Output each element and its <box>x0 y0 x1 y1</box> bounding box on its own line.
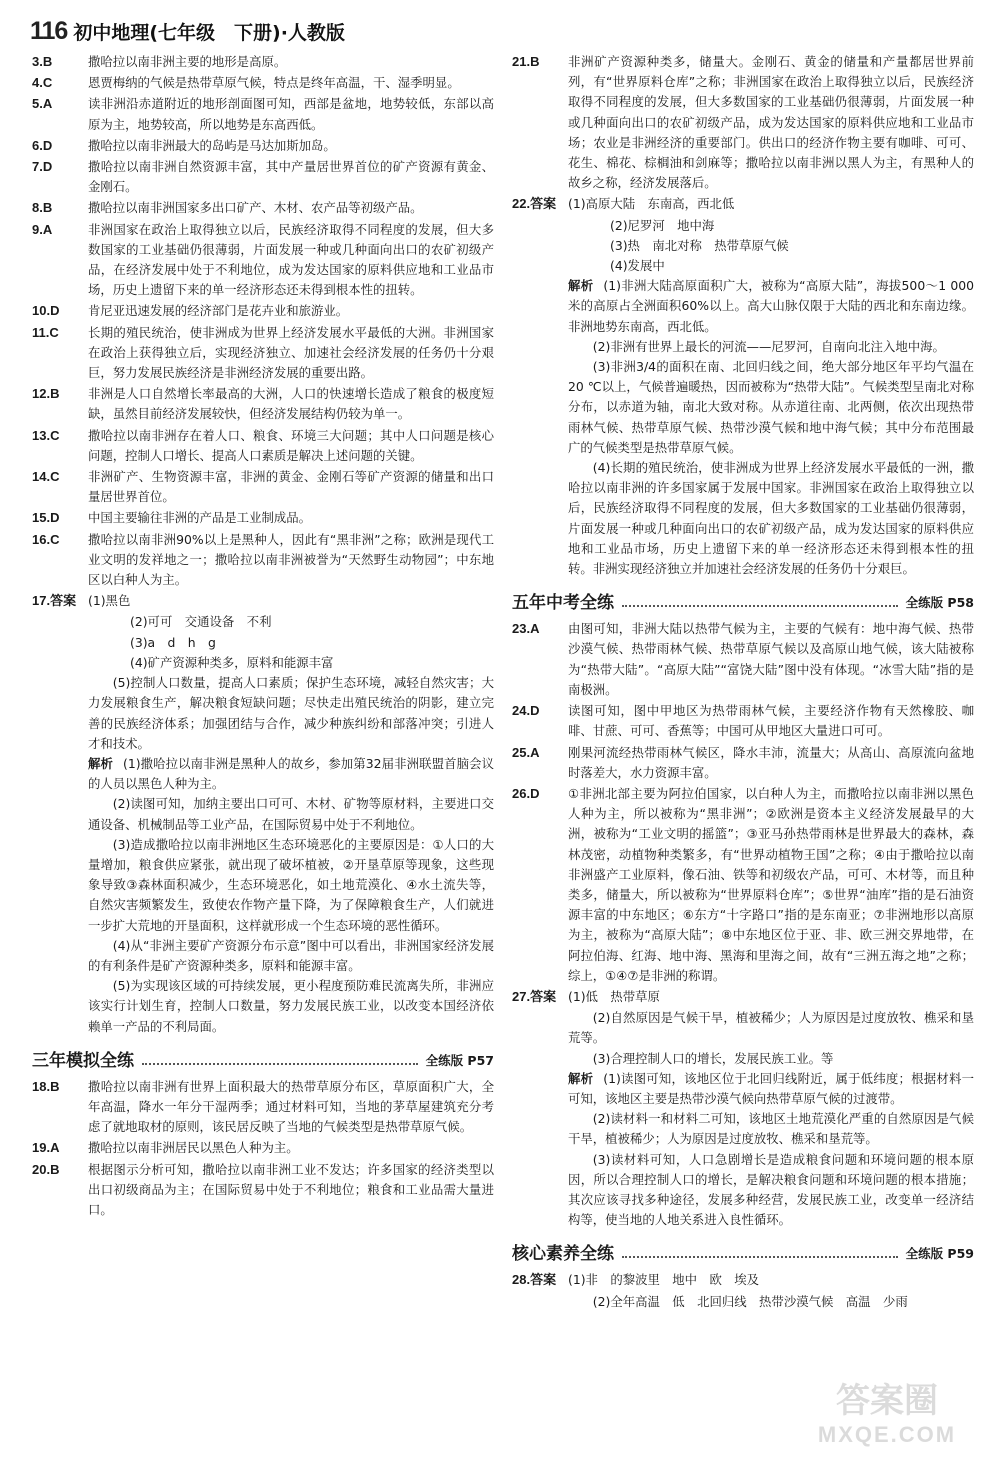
answer-line: (3)热 南北对称 热带草原气候 <box>610 237 789 253</box>
question-number: 10.D <box>32 303 60 319</box>
answer-text: 撒哈拉以南非洲存在着人口、粮食、环境三大问题；其中人口问题是核心问题，控制人口增长、提高人口素质是解决上述问题的关键。 <box>88 427 494 463</box>
explanation-text: (1)读图可知，该地区位于北回归线附近，属于低纬度；根据材料一可知，该地区主要是热带沙漠气候向热带草原气候的过渡带。 <box>568 1070 974 1106</box>
question-number: 21.B <box>512 54 540 69</box>
question-number: 28.答案 <box>512 1272 557 1288</box>
answer-entry <box>32 157 494 197</box>
answer-line: (4)发展中 <box>610 258 665 274</box>
section-ref: 全练版 P58 <box>905 595 974 611</box>
explanation-text: (4)长期的殖民统治，使非洲成为世界上经济发展水平最低的一洲，撒哈拉以南非洲的许多国家属于发展中国家。非洲国家在政治上取得独立以后，民族经济取得不同程度的发展，但大多数国家的工业基础仍很薄弱，片面发展一种或几种面向出口的农矿初级产品，成为发达国家的原料供应地和工业品市场，历史上遗留下来的单一经济形态还未得到根本性的扭转。非洲实现经济独立并加速社会经济发展的任务仍十分艰巨。 <box>568 460 974 577</box>
answer-entry <box>32 508 494 528</box>
answer-text: 撒哈拉以南非洲居民以黑色人种为主。 <box>88 1140 299 1156</box>
answer-text: 长期的殖民统治，使非洲成为世界上经济发展水平最低的大洲。非洲国家在政治上获得独立后，实现经济独立、加速社会经济发展的任务仍十分艰巨，努力发展民族经济是非洲经济发展的重要出路。 <box>88 324 494 381</box>
explanation-label: 解析 <box>568 278 594 294</box>
question-number: 24.D <box>512 703 540 719</box>
answer-list-b <box>32 1077 494 1220</box>
question-number: 8.B <box>32 200 53 216</box>
answer-line: (3)合理控制人口的增长，发展民族工业。等 <box>592 1050 834 1066</box>
question-number: 4.C <box>32 75 53 91</box>
explanation-text: (1)非洲大陆高原面积广大，被称为“高原大陆”，海拔500～1 000米的高原占全洲面积60%以上。高大山脉仅限于大陆的西北和东南边缘。非洲地势东南高，西北低。 <box>568 278 975 334</box>
answer-text: 非洲矿产资源种类多，储量大。金刚石、黄金的储量和产量都居世界前列，有“世界原料仓库”之称；非洲国家在政治上取得独立以后，民族经济取得不同程度的发展，但大多数国家的工业基础仍很薄弱，片面发展一种或几种面向出口的农矿初级产品，成为发达国家的原料供应地和工业品市场；农业是非洲经济的重要部门。供出口的经济作物主要有咖啡、可可、花生、棉花、棕榈油和剑麻等；撒哈拉以南非洲以黑人为主，有黑种人的故乡之称，经济发展落后。 <box>568 54 974 191</box>
answer-line: (2)可可 交通设备 不利 <box>130 614 272 630</box>
answer-text: 刚果河流经热带雨林气候区，降水丰沛，流量大；从高山、高原流向盆地时落差大，水力资源丰富。 <box>568 744 974 780</box>
watermark-text: 答案圈 <box>836 1381 938 1421</box>
question-number: 18.B <box>32 1078 60 1094</box>
question-number: 20.B <box>32 1161 60 1177</box>
answer-entry <box>32 73 494 93</box>
answer-entry <box>32 530 494 591</box>
question-number: 17.答案 <box>32 593 77 609</box>
answer-line: (1)高原大陆 东南高，西北低 <box>568 196 735 212</box>
section-dots <box>622 605 898 607</box>
explanation-text: (4)从“非洲主要矿产资源分布示意”图中可以看出，非洲国家经济发展的有利条件是矿产资源种类多，原料和能源丰富。 <box>88 937 494 973</box>
right-column <box>512 52 974 1312</box>
answer-entry <box>512 701 974 741</box>
section-header-hexin <box>512 1236 974 1264</box>
answer-entry <box>32 301 494 321</box>
answer-entry <box>32 52 494 72</box>
question-28 <box>512 1270 974 1290</box>
section-header-sanian <box>32 1043 494 1071</box>
answer-line: (2)自然原因是气候干旱，植被稀少；人为原因是过度放牧、樵采和垦荒等。 <box>568 1010 974 1046</box>
question-22 <box>512 194 974 214</box>
section-title: 五年中考全练 <box>512 593 614 614</box>
section-dots <box>622 1256 898 1258</box>
answer-text: 恩贾梅纳的气候是热带草原气候，特点是终年高温，干、湿季明显。 <box>88 75 460 91</box>
watermark-url: MXQE.COM <box>817 1422 957 1447</box>
answer-text: 肯尼亚迅速发展的经济部门是花卉业和旅游业。 <box>88 303 349 319</box>
question-number: 27.答案 <box>512 988 557 1004</box>
answer-line: (1)黑色 <box>88 593 131 609</box>
answer-entry <box>32 136 494 156</box>
answer-entry <box>32 1138 494 1158</box>
book-title: 初中地理(七年级 下册)·人教版 <box>73 21 345 44</box>
question-number: 9.A <box>32 221 53 237</box>
question-number: 7.D <box>32 159 53 175</box>
answer-text: ①非洲北部主要为阿拉伯国家，以白种人为主，而撒哈拉以南非洲以黑色人种为主，所以被称为“黑非洲”；②欧洲是资本主义经济发展最早的大洲，被称为“工业文明的摇篮”；③亚马孙热带雨林是世界最大的森林，森林茂密，动植物种类繁多，有“世界动植物王国”之称；④由于撒哈拉以南非洲盛产工业原料，像石油、铁等和初级农产品，可可、木材等，而且种类多，储量大，所以被称为“世界原料仓库”；⑤世界“油库”指的是石油资源丰富的中东地区；⑥东方“十字路口”指的是东南亚；⑦非洲地形以高原为主，被称为“高原大陆”；⑧中东地区位于亚、非、欧三洲交界地带，在阿拉伯海、红海、地中海、黑海和里海之间，故有“三洲五海之地”之称；综上，①④⑦是非洲的称谓。 <box>568 785 974 983</box>
explanation-text: (2)读材料一和材料二可知，该地区土地荒漠化严重的自然原因是气候干旱，植被稀少；人为原因是过度放牧、樵采和垦荒等。 <box>568 1111 974 1147</box>
answer-text: 读非洲沿赤道附近的地形剖面图可知，西部是盆地，地势较低，东部以高原为主，地势较高，所以地势是东高西低。 <box>88 96 494 132</box>
answer-entry <box>32 1077 494 1138</box>
answer-text: 非洲是人口自然增长率最高的大洲，人口的快速增长造成了粮食的极度短缺，虽然目前经济发展较快，但经济发展结构仍较为单一。 <box>88 386 494 422</box>
answer-text: 撒哈拉以南非洲最大的岛屿是马达加斯加岛。 <box>88 137 336 153</box>
explanation-first <box>32 754 494 794</box>
question-number: 23.A <box>512 621 540 637</box>
answer-text: 撒哈拉以南非洲自然资源丰富，其中产量居世界首位的矿产资源有黄金、金刚石。 <box>88 159 494 195</box>
explanation-text: (3)造成撒哈拉以南非洲地区生态环境恶化的主要原因是：①人口的大量增加，粮食供应紧张，就出现了破坏植被，②开垦草原等现象，这些现象导致③森林面积减少，生态环境恶化，如土地荒漠化、④水土流失等，自然灾害频繁发生，致使农作物产量下降，为了保障粮食生产，人们就进一步扩大荒地的开垦面积，这样就形成一个生态环境的恶性循环。 <box>88 836 494 933</box>
explanation-text: (2)读图可知，加纳主要出口可可、木材、矿物等原材料，主要进口交通设备、机械制品等工业产品，在国际贸易中处于不利地位。 <box>88 796 494 832</box>
left-column <box>32 52 494 1221</box>
answer-line: (4)矿产资源种类多，原料和能源丰富 <box>130 654 334 670</box>
question-number: 13.C <box>32 427 60 443</box>
explanation-text: (5)为实现该区域的可持续发展，更小程度预防难民流离失所，非洲应该实行计划生育，控制人口数量，努力发展民族工业，以改变本国经济依赖单一产品的不利局面。 <box>88 978 494 1034</box>
watermark-logo <box>792 1370 982 1450</box>
answer-list-a <box>32 52 494 590</box>
question-27 <box>512 987 974 1007</box>
section-dots <box>142 1063 418 1065</box>
answer-text: 撒哈拉以南非洲主要的地形是高原。 <box>88 54 287 69</box>
answer-entry <box>32 1160 494 1221</box>
answer-list-c <box>512 619 974 986</box>
question-17 <box>32 591 494 611</box>
answer-entry <box>512 784 974 986</box>
question-number: 25.A <box>512 744 540 760</box>
page-header <box>30 14 345 48</box>
answer-entry <box>32 94 494 134</box>
question-number: 15.D <box>32 510 60 526</box>
section-ref: 全练版 P57 <box>425 1052 494 1068</box>
answer-entry <box>32 323 494 384</box>
explanation-text: (1)撒哈拉以南非洲是黑种人的故乡，参加第32届非洲联盟首脑会议的人员以黑色人种为主。 <box>88 755 495 792</box>
answer-line: (2)尼罗河 地中海 <box>610 217 715 233</box>
answer-entry <box>32 384 494 424</box>
question-number: 11.C <box>32 324 59 340</box>
section-ref: 全练版 P59 <box>905 1246 974 1262</box>
explanation-label: 解析 <box>88 755 114 771</box>
answer-line: (3)a d h g <box>130 634 216 650</box>
answer-line: (2)全年高温 低 北回归线 热带沙漠气候 高温 少雨 <box>592 1293 908 1309</box>
answer-text: 撒哈拉以南非洲90%以上是黑种人，因此有“黑非洲”之称；欧洲是现代工业文明的发祥地之一；撒哈拉以南非洲被誉为“天然野生动物园”；中东地区以白种人为主。 <box>88 531 494 588</box>
section-header-wunian <box>512 585 974 613</box>
explanation-text: (2)非洲有世界上最长的河流——尼罗河，自南向北注入地中海。 <box>592 338 945 354</box>
explanation-first <box>512 1069 974 1109</box>
answer-text: 撒哈拉以南非洲国家多出口矿产、木材、农产品等初级产品。 <box>88 200 423 216</box>
answer-text: 非洲矿产、生物资源丰富，非洲的黄金、金刚石等矿产资源的储量和出口量居世界首位。 <box>88 469 494 505</box>
answer-text: 根据图示分析可知，撒哈拉以南非洲工业不发达；许多国家的经济类型以出口初级商品为主；在国际贸易中处于不利地位；粮食和工业品需大量进口。 <box>88 1161 494 1217</box>
answer-entry <box>512 743 974 783</box>
question-number: 19.A <box>32 1140 60 1156</box>
question-21 <box>512 52 974 193</box>
answer-entry <box>32 220 494 301</box>
question-number: 26.D <box>512 785 540 801</box>
question-number: 22.答案 <box>512 196 557 212</box>
answer-entry <box>32 198 494 218</box>
answer-line: (5)控制人口数量，提高人口素质；保护生态环境，减轻自然灾害；大力发展粮食生产，解决粮食短缺问题；尽快走出殖民统治的阴影，建立完善的民族经济体系；加强团结与合作，减少种族纠纷和部落冲突；引进人才和技术。 <box>88 675 494 751</box>
question-number: 12.B <box>32 386 60 402</box>
answer-line: (1)低 热带草原 <box>568 988 660 1004</box>
answer-text: 读图可知，图中甲地区为热带雨林气候，主要经济作物有天然橡胶、咖啡、甘蔗、可可、香蕉等；中国可从甲地区大量进口可可。 <box>568 703 974 739</box>
answer-line: (1)非 的黎波里 地中 欧 埃及 <box>568 1272 760 1288</box>
question-number: 16.C <box>32 531 60 547</box>
section-title: 三年模拟全练 <box>32 1050 134 1071</box>
explanation-label: 解析 <box>568 1070 594 1086</box>
answer-text: 中国主要输往非洲的产品是工业制成品。 <box>88 510 312 526</box>
explanation-first <box>512 276 974 337</box>
question-number: 3.B <box>32 54 53 69</box>
question-number: 5.A <box>32 96 53 112</box>
answer-text: 撒哈拉以南非洲有世界上面积最大的热带草原分布区，草原面积广大，全年高温，降水一年分干湿两季；通过材料可知，当地的茅草屋建筑充分考虑了就地取材的原则，该民居反映了当地的气候类型是热带草原气候。 <box>88 1078 494 1135</box>
explanation-text: (3)读材料可知，人口急剧增长是造成粮食问题和环境问题的根本原因，所以合理控制人口的增长，是解决粮食问题和环境问题的根本措施；其次应该寻找多种途径，发展多种经营，发展民族工业，改变单一经济结构等，使当地的人地关系进入良性循环。 <box>568 1151 974 1228</box>
answer-entry <box>32 426 494 466</box>
answer-entry <box>512 619 974 700</box>
answer-entry <box>32 467 494 507</box>
question-number: 14.C <box>32 469 60 485</box>
question-number: 6.D <box>32 137 53 153</box>
page-number: 116 <box>30 16 68 45</box>
explanation-text: (3)非洲3/4的面积在南、北回归线之间，绝大部分地区年平均气温在20 ℃以上，气候普遍暖热，因而被称为“热带大陆”。气候类型呈南北对称分布，以赤道为轴，南北大致对称。从赤道往南、北两侧，依次出现热带雨林气候、热带草原气候、热带沙漠气候和地中海气候；其中分布范围最广的气候类型是热带草原气候。 <box>568 359 974 455</box>
answer-text: 由图可知，非洲大陆以热带气候为主，主要的气候有：地中海气候、热带沙漠气候、热带雨林气候、热带草原气候以及高原山地气候，该大陆被称为“热带大陆”。“高原大陆”“富饶大陆”图中没有体现。“冰雪大陆”指的是南极洲。 <box>568 621 974 697</box>
answer-text: 非洲国家在政治上取得独立以后，民族经济取得不同程度的发展，但大多数国家的工业基础仍很薄弱，片面发展一种或几种面向出口的农矿初级产品，在经济发展中处于不利地位，成为发达国家的原料供应地和工业品市场，历史上遗留下来的单一经济形态还未得到根本性的扭转。 <box>88 221 494 298</box>
section-title: 核心素养全练 <box>512 1244 614 1265</box>
